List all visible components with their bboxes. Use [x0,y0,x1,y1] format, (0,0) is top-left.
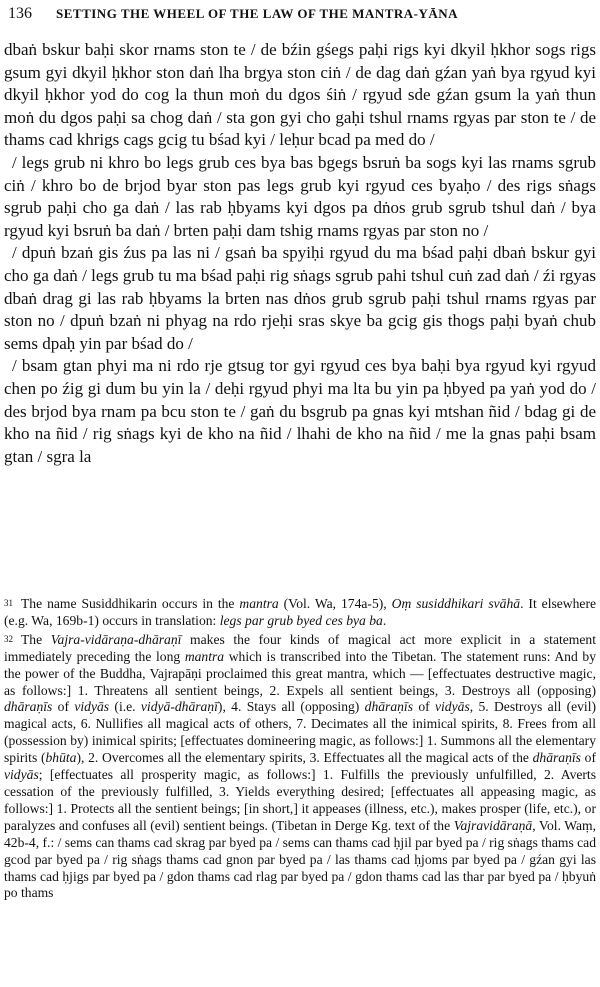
footnote-italic-text: vidyā-dhāraṇī [140,699,218,715]
footnote-italic-text: dhāraṇīs [364,699,413,715]
main-text [4,39,596,468]
footnote-text: ), 4. Stays all (opposing) [217,699,365,715]
footnote-number: 31 [4,598,13,608]
footnote-italic-text: mantra [239,596,279,611]
footnote-text: The name Susiddhikarin occurs in the [21,596,240,611]
footnote-italic-text: Oṃ susiddhikari svāhā [391,596,521,611]
footnote-text: The [21,631,51,647]
body-paragraph: / bsam gtan phyi ma ni rdo rje gtsug tor gyi rgyud ces bya baḥi bya rgyud kyi rgyud chen po źig gi dum bu yin la / deḥi rgyud phyi ma lta bu yin pa ḥbyed pa yaṅ yod do / des brjod bya rnam pa bcu ston te / gaṅ du bsgrub pa gnas kyi mtshan ñid / bdag gi de kho na ñid / rig sṅags kyi de kho na ñid / lhahi de kho na ñid / me la gnas paḥi bsam gtan / sgra la [4,356,596,466]
body-paragraph: / dpuṅ bzaṅ gis źus pa las ni / gsaṅ ba spyiḥi rgyud du ma bśad paḥi dbaṅ bskur gyi cho ga daṅ / legs grub tu ma bśad paḥi rig sṅags sgrub pahi tshul cuṅ zad daṅ / źi rgyas dbaṅ drag gi las rab ḥbyams la brten nas dṅos grub sgrub paḥi tshul rnams rgyas par ston no / dpuṅ bzaṅ ni phyag na rdo rjeḥi sras skye ba gcig gis thogs paḥi byaṅ chub sems dpaḥ yin par bśad do / [4,243,596,353]
footnote-italic-text: mantra [184,648,225,664]
footnote-31 [4,596,596,630]
body-paragraph: / legs grub ni khro bo legs grub ces bya bas bgegs bsruṅ ba sogs kyi las rnams sgrub ciṅ / khro bo de brjod byar ston pas legs grub kyi rgyud ces byaḥo / des rigs sṅags sgrub paḥi cho ga daṅ / las rab ḥbyams kyi dgos pa dṅos grub sgrub tshul daṅ / bya rgyud kyi bsruṅ ba daṅ / brten paḥi dam tshig rnams rgyas par ston no / [4,152,596,240]
footnote-italic-text: dhāraṇīs [532,750,581,766]
footnote-text: ), 2. Overcomes all the elementary spirits, 3. Effectuates all the magical acts of the [76,750,533,766]
footnote-text: which is transcribed into the Tibetan. The statement runs: And by the power of the Buddha, Vajrapāṇi proclaimed this great mantra, which — [effectuates destructive magic, as follows:] 1. Threatens all sentient beings, 2. Expels all sentient beings, 3. Destroys all (opposing) [4,648,596,698]
footnote-italic-text: Vajravidāraṇā [453,817,533,833]
footnote-text: , 5. Destroys all (evil) magical acts, 6. Nullifies all magical acts of others, 7. Decimates all the inimical spirits, 8. Frees from all (possession by) inimical spirits; [effectuates domineering magic, as follows:] 1. Summons all the elementary spirits ( [4,699,597,766]
footnote-text: . It elsewhere (e.g. Wa, 169b-1) occurs in translation: [4,596,597,628]
footnote-32 [4,632,596,903]
footnote-text: ; [effectuates all prosperity magic, as follows:] 1. Fulfills the previously unfulfilled, 2. Averts cessation of the previously fulfilled, 3. Yields everything desired; [effectuates all appeasing magic, as follows:] 1. Protects all the sentient beings; [in short,] it appeases (illness, etc.), makes prosper (life, etc.), or paralyzes and confuses all (evil) sentient beings. (Tibetan in Derge Kg. text of the [4,767,596,833]
footnote-text: , Vol. Waṃ, 42b-4, f.: / sems can thams cad skrag par byed pa / sems can thams cad ḥjil par byed pa / rig sṅags thams cad gcod par byed pa / rig sṅags thams cad gnon par byed pa / las thams cad ḥjoms par byed pa / gźan gyi las thams cad ḥjigs par byed pa / gdon thams cad rlag par byed pa / gdon thams cad las thar par byed pa / ḥbyuṅ po thams [4,817,597,901]
footnote-italic-text: vidyās [4,767,39,783]
footnote-italic-text: legs par grub byed ces bya ba [219,612,383,628]
footnote-number: 32 [4,633,13,644]
footnote-italic-text: vidyās [435,699,470,715]
footnote-italic-text: vidyās [74,699,110,715]
running-title: SETTING THE WHEEL OF THE LAW OF THE MANTRA-YĀNA [56,6,459,21]
footnote-text: of [413,699,435,715]
footnote-italic-text: dhāraṇīs [4,699,53,715]
footnote-text: (Vol. Wa, 174a-5), [278,596,392,611]
footnote-text: of [52,699,75,715]
footnote-text: makes the four kinds of magical act more explicit in a statement immediately preceding the long [4,631,596,664]
footnote-text: of [580,750,596,766]
footnote-italic-text: bhūta [45,750,77,766]
footnote-text: (i.e. [109,699,141,715]
footnote-text: . [382,612,387,628]
page-header [8,5,592,31]
footnotes [4,596,596,902]
page-number: 136 [8,5,32,22]
body-paragraph: dbaṅ bskur baḥi skor rnams ston te / de bźin gśegs paḥi rigs kyi dkyil ḥkhor sogs rigs gsum gyi dkyil ḥkhor ston daṅ lha brgya ston ciṅ / de dag daṅ gźan yaṅ bya rgyud kyi dkyil ḥkhor yod do cog la thun moṅ du dgos śiṅ / rgyud sde gźan gsum la yaṅ thun moṅ du dgos paḥi sa chog daṅ / sta gon gyi cho gaḥi tshul rnams rgyas par ston te / de thams cad khrigs cags gcig tu bśad kyi / leḥur bcad pa med do / [4,40,596,150]
footnote-italic-text: Vajra-vidāraṇa-dhāraṇī [50,631,182,647]
